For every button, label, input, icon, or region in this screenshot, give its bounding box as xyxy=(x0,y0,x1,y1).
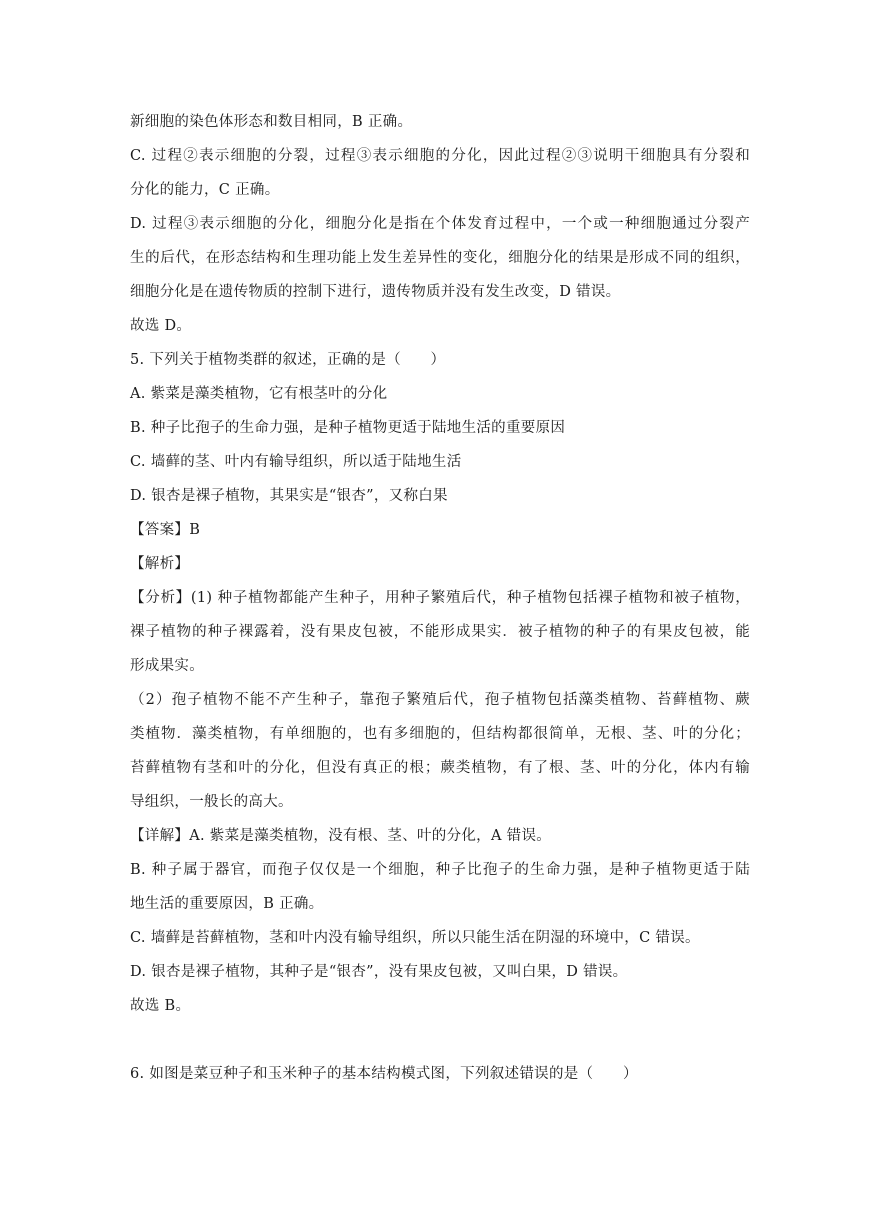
text-line: 类植物．藻类植物，有单细胞的，也有多细胞的，但结构都很简单，无根、茎、叶的分化； xyxy=(130,726,750,742)
answer-label: 【答案】B xyxy=(130,522,201,538)
text-line: D. 银杏是裸子植物，其种子是“银杏”，没有果皮包被，又叫白果，D 错误。 xyxy=(130,964,628,980)
question-stem: 6. 如图是菜豆种子和玉米种子的基本结构模式图，下列叙述错误的是（ ） xyxy=(130,1066,638,1082)
text-line: 细胞分化是在遗传物质的控制下进行，遗传物质并没有发生改变，D 错误。 xyxy=(130,284,621,300)
text-line: 地生活的重要原因，B 正确。 xyxy=(130,896,324,912)
text-line: 裸子植物的种子裸露着，没有果皮包被，不能形成果实．被子植物的种子的有果皮包被，能 xyxy=(130,624,750,640)
text-line: B. 种子属于器官，而孢子仅仅是一个细胞，种子比孢子的生命力强，是种子植物更适于陆 xyxy=(130,862,750,878)
text-line: 故选 B。 xyxy=(130,998,191,1014)
option-a: A. 紫菜是藻类植物，它有根茎叶的分化 xyxy=(130,386,388,402)
option-b: B. 种子比孢子的生命力强，是种子植物更适于陆地生活的重要原因 xyxy=(130,420,566,436)
question-stem: 5. 下列关于植物类群的叙述，正确的是（ ） xyxy=(130,352,446,368)
text-line: 【分析】(1) 种子植物都能产生种子，用种子繁殖后代，种子植物包括裸子植物和被子植物， xyxy=(130,590,750,606)
text-line: 生的后代，在形态结构和生理功能上发生差异性的变化，细胞分化的结果是形成不同的组织， xyxy=(130,250,750,266)
text-line: D. 过程③表示细胞的分化，细胞分化是指在个体发育过程中，一个或一种细胞通过分裂产 xyxy=(130,216,750,232)
text-line: 故选 D。 xyxy=(130,318,192,334)
text-line: C. 过程②表示细胞的分裂，过程③表示细胞的分化，因此过程②③说明干细胞具有分裂和 xyxy=(130,148,750,164)
detail-line: 【详解】A. 紫菜是藻类植物，没有根、茎、叶的分化，A 错误。 xyxy=(130,828,552,844)
option-c: C. 墙藓的茎、叶内有输导组织，所以适于陆地生活 xyxy=(130,454,462,470)
text-line: （2）孢子植物不能不产生种子，靠孢子繁殖后代，孢子植物包括藻类植物、苔藓植物、蕨 xyxy=(130,692,750,708)
analysis-label: 【解析】 xyxy=(130,556,190,572)
text-line: 苔藓植物有茎和叶的分化，但没有真正的根；蕨类植物，有了根、茎、叶的分化，体内有输 xyxy=(130,760,750,776)
text-line: 导组织，一般长的高大。 xyxy=(130,794,293,810)
text-line: C. 墙藓是苔藓植物，茎和叶内没有输导组织，所以只能生活在阴湿的环境中，C 错误。 xyxy=(130,930,700,946)
option-d: D. 银杏是裸子植物，其果实是“银杏”，又称白果 xyxy=(130,488,448,504)
text-line: 形成果实。 xyxy=(130,658,204,674)
text-line: 分化的能力，C 正确。 xyxy=(130,182,280,198)
text-line: 新细胞的染色体形态和数目相同，B 正确。 xyxy=(130,114,413,130)
